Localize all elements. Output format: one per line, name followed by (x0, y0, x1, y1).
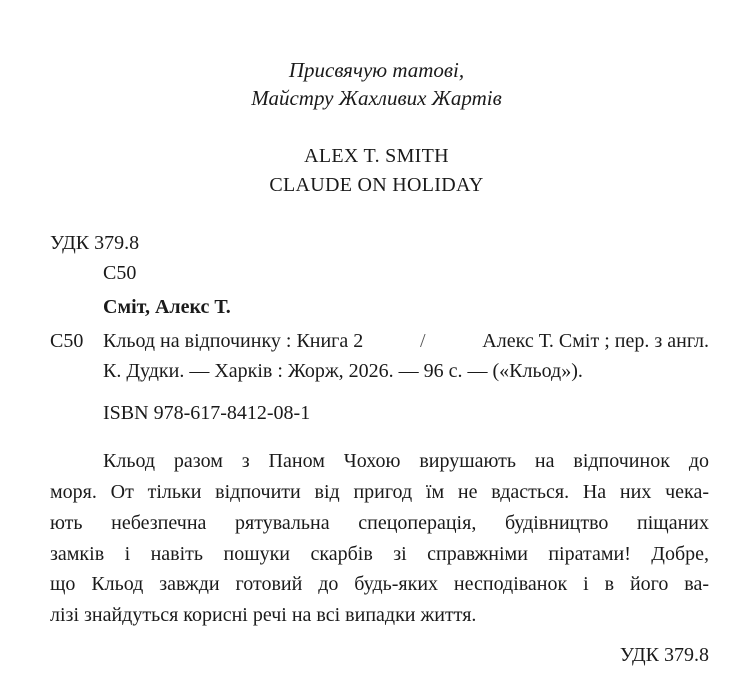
annotation-line-5: що Кльод завжди готовий до будь-яких несподіванок і в його ва- (50, 573, 709, 595)
annotation-line-3: ють небезпечна рятувальна спецоперація, будівництво піщаних (50, 512, 709, 534)
record-slash: / (420, 330, 426, 352)
annotation-line-1: Кльод разом з Паном Чохою вирушають на відпочинок до (103, 450, 709, 472)
dedication-line-2: Майстру Жахливих Жартів (251, 86, 502, 110)
annotation-line-4: замків і навіть пошуки скарбів зі справжніми піратами! Добре, (50, 543, 709, 565)
author-mark: С50 (50, 330, 84, 352)
record-responsibility: Алекс Т. Сміт ; пер. з англ. (482, 330, 709, 352)
bibliographic-record-line-2: К. Дудки. — Харків : Жорж, 2026. — 96 с. — («Кльод»). (103, 360, 583, 382)
original-title: CLAUDE ON HOLIDAY (269, 174, 484, 196)
author-mark-top: С50 (103, 262, 137, 284)
isbn: ISBN 978-617-8412-08-1 (103, 402, 311, 424)
annotation-line-2: моря. От тільки відпочити від пригод їм не вдасться. На них чека- (50, 481, 709, 503)
bibliographic-record-line-1 (103, 329, 709, 353)
udk-code-top: УДК 379.8 (50, 232, 140, 254)
annotation-line-6: лізі знайдуться корисні речі на всі випадки життя. (50, 604, 477, 626)
original-author: ALEX T. SMITH (304, 145, 449, 167)
dedication-line-1: Присвячую татові, (288, 58, 465, 82)
author-heading: Сміт, Алекс Т. (103, 296, 231, 318)
record-title: Кльод на відпочинку : Книга 2 (103, 330, 364, 352)
udk-code-bottom: УДК 379.8 (619, 644, 709, 666)
